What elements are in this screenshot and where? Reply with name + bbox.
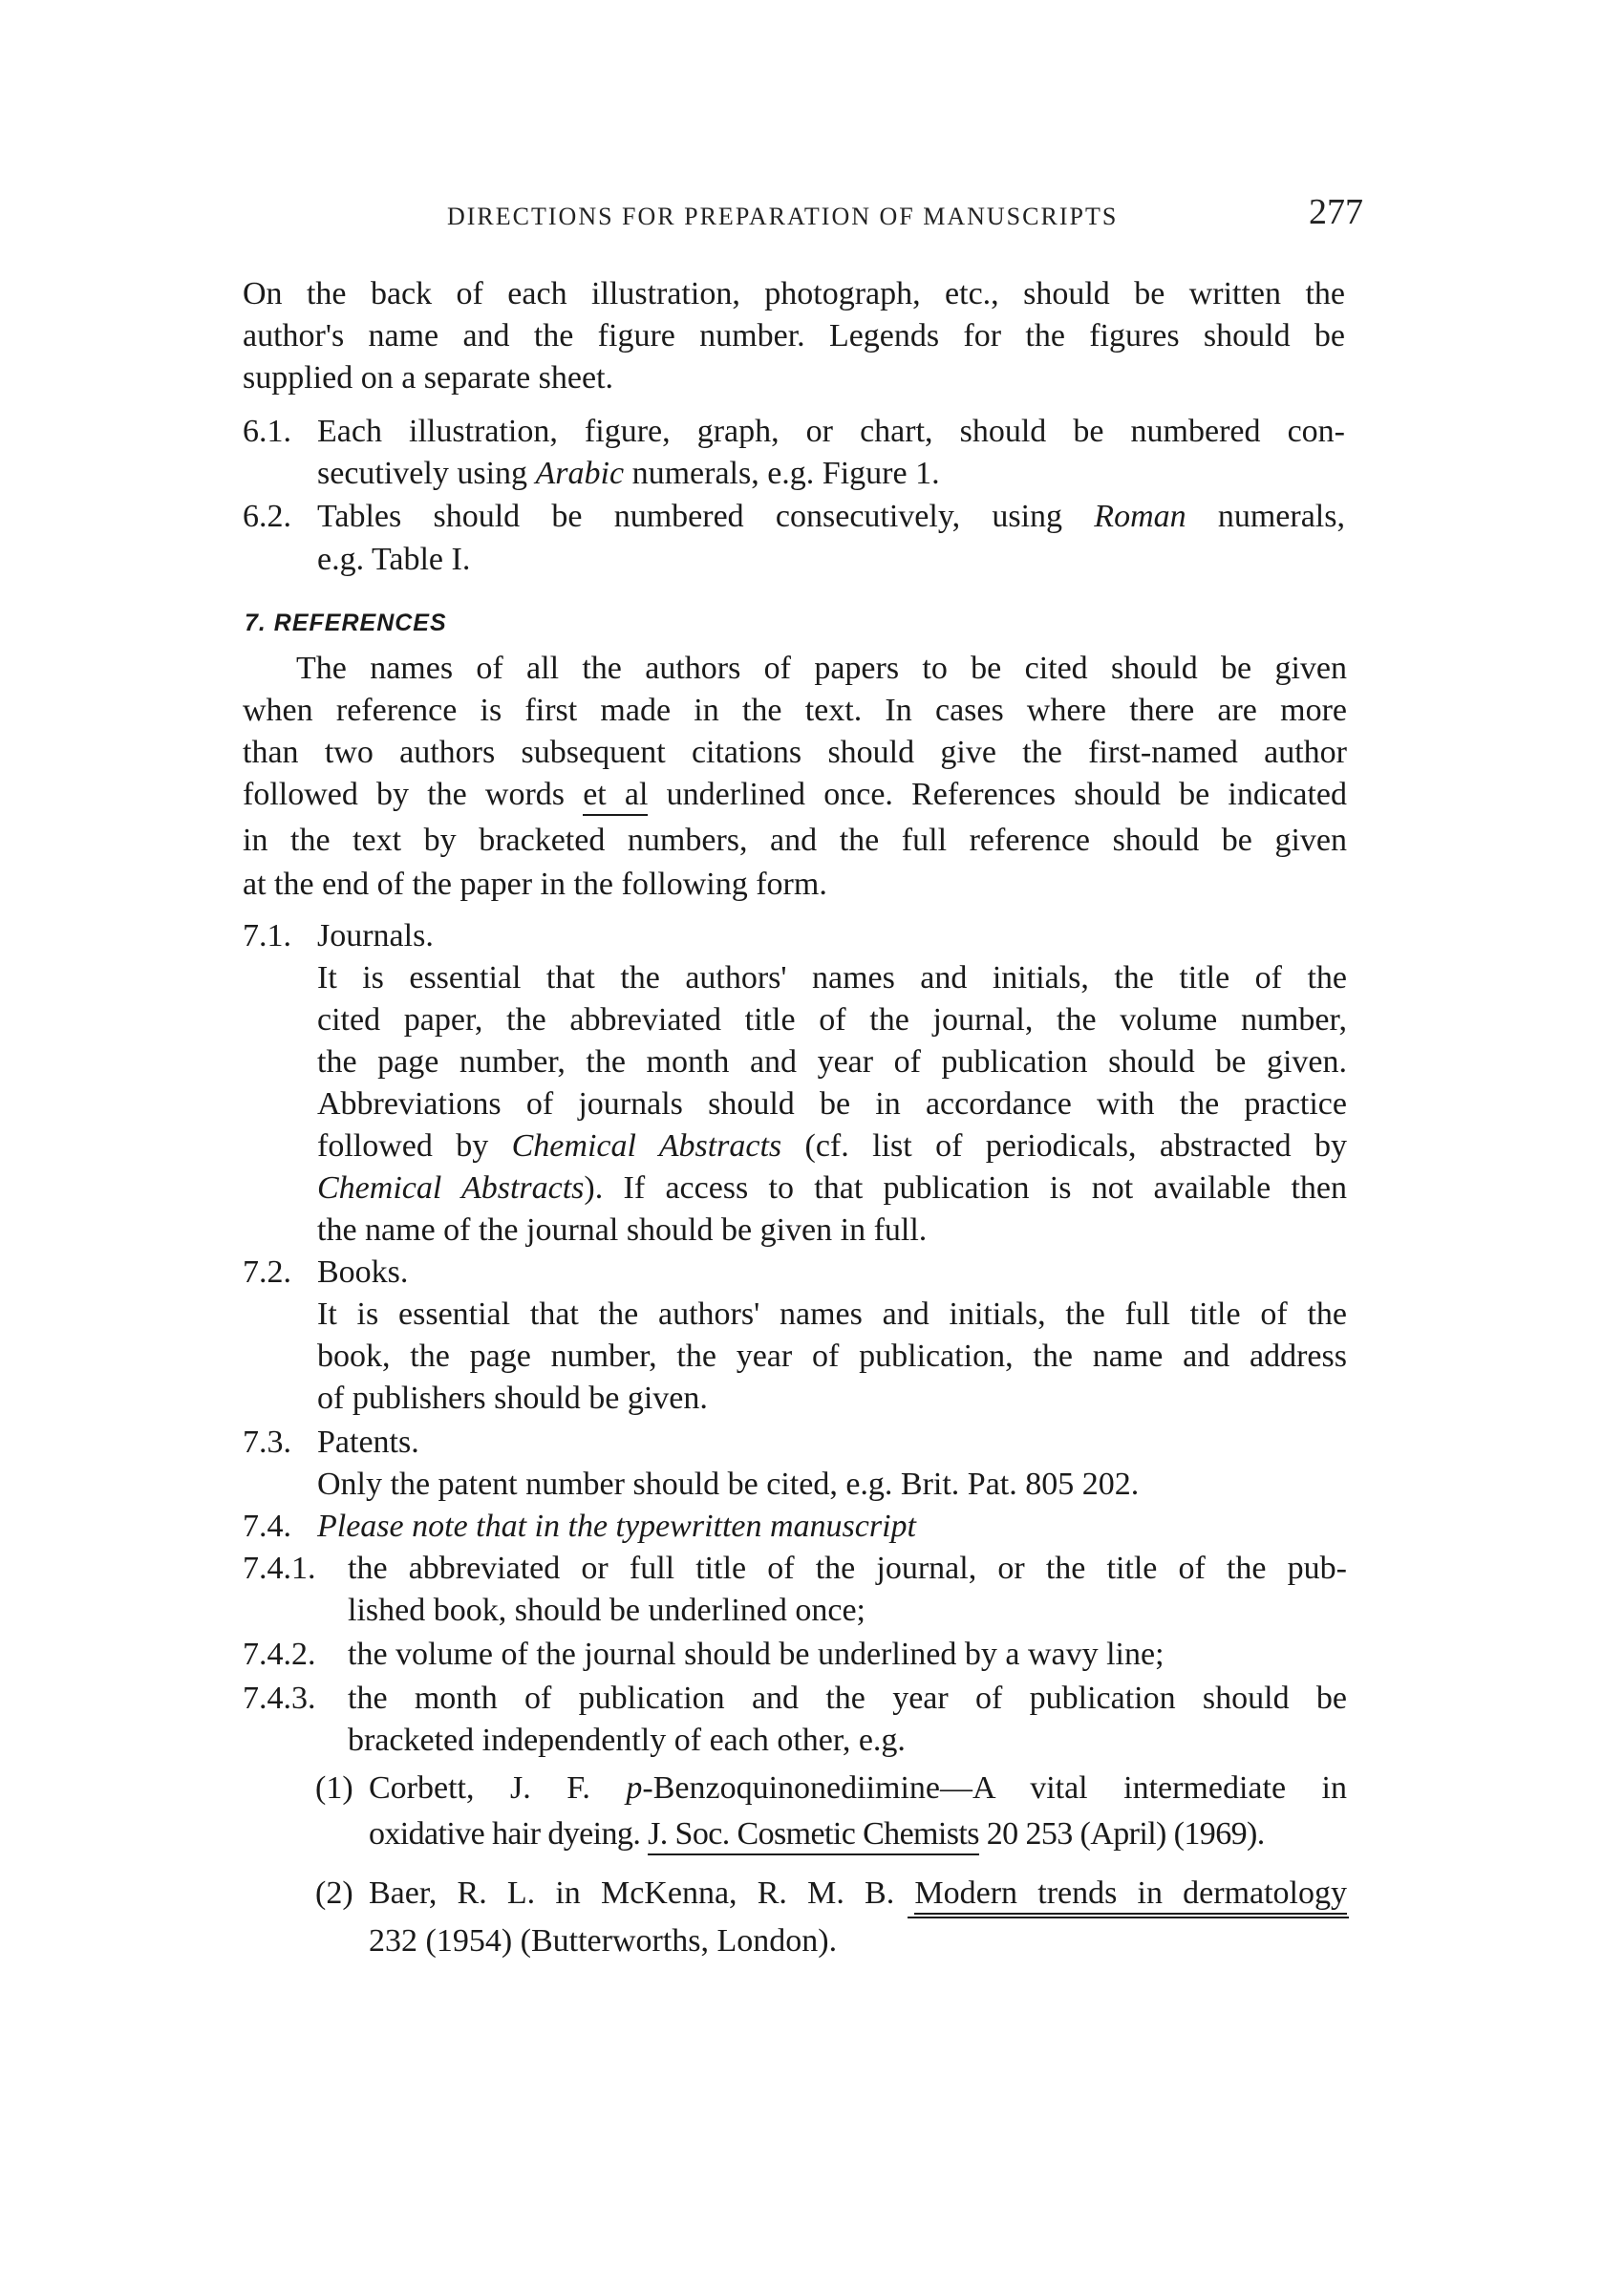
underlined-et-al: et al — [583, 777, 648, 816]
section-7-heading: 7. REFERENCES — [245, 610, 447, 636]
section-7-3-title: Patents. — [317, 1425, 419, 1460]
underlined-journal-title: J. Soc. Cosmetic Chemists — [648, 1816, 979, 1855]
references-para-line-3: than two authors subsequent citations should give the first-named author — [243, 735, 1347, 770]
section-7-1-line-1: It is essential that the authors' names and initials, the title of the — [317, 960, 1347, 996]
emphasis-arabic: Arabic — [535, 456, 625, 491]
intro-line-2: author's name and the figure number. Legends for the figures should be — [243, 318, 1345, 354]
section-7-2-line-2: book, the page number, the year of publication, the name and address — [317, 1339, 1347, 1374]
section-7-3-number: 7.3. — [243, 1425, 291, 1460]
section-7-1-line-7: the name of the journal should be given in full. — [317, 1212, 928, 1248]
section-7-4-2-line-1: the volume of the journal should be underlined by a wavy line; — [348, 1637, 1165, 1672]
section-7-2-line-3: of publishers should be given. — [317, 1381, 708, 1416]
underlined-book-title: Modern trends in dermatology — [914, 1875, 1347, 1915]
section-7-4-number: 7.4. — [243, 1509, 291, 1544]
example-1-number: (1) — [315, 1770, 353, 1806]
references-para-line-6: at the end of the paper in the following form. — [243, 867, 827, 902]
section-7-1-number: 7.1. — [243, 918, 291, 953]
intro-line-1: On the back of each illustration, photograph, etc., should be written the — [243, 276, 1345, 311]
running-title: DIRECTIONS FOR PREPARATION OF MANUSCRIPTS — [447, 203, 1119, 230]
section-7-1-line-3: the page number, the month and year of publication should be given. — [317, 1044, 1347, 1080]
section-7-3-line-1: Only the patent number should be cited, e.g. Brit. Pat. 805 202. — [317, 1467, 1140, 1502]
section-7-2-title: Books. — [317, 1254, 409, 1290]
section-6-1-line-1: Each illustration, figure, graph, or chart, should be numbered con- — [317, 414, 1345, 449]
section-6-1-line-2: secutively using Arabic numerals, e.g. Figure 1. — [317, 456, 940, 491]
example-2-line-1: Baer, R. L. in McKenna, R. M. B. Modern trends in dermatology — [369, 1875, 1347, 1912]
section-7-1-line-5: followed by Chemical Abstracts (cf. list of periodicals, abstracted by — [317, 1128, 1348, 1164]
example-2-line-2: 232 (1954) (Butterworths, London). — [369, 1923, 838, 1959]
references-para-line-5: in the text by bracketed numbers, and the full reference should be given — [243, 823, 1347, 858]
underline-continuation-rule — [908, 1917, 1349, 1918]
section-7-4-1-line-2: lished book, should be underlined once; — [348, 1593, 866, 1628]
example-1-line-2: oxidative hair dyeing. J. Soc. Cosmetic Chemists 20 253 (April) (1969). — [369, 1815, 1265, 1853]
section-6-2-line-2: e.g. Table I. — [317, 542, 471, 577]
emphasis-chemical-abstracts-2: Chemical Abstracts — [317, 1170, 585, 1206]
section-6-2-line-1: Tables should be numbered consecutively, using Roman numerals, — [317, 499, 1345, 534]
section-7-4-3-line-2: bracketed independently of each other, e.g. — [348, 1723, 906, 1758]
section-7-4-3-number: 7.4.3. — [243, 1681, 316, 1716]
intro-line-3: supplied on a separate sheet. — [243, 360, 614, 396]
section-6-2-number: 6.2. — [243, 499, 291, 534]
section-7-4-3-line-1: the month of publication and the year of publication should be — [348, 1681, 1347, 1716]
emphasis-p: p — [626, 1770, 643, 1806]
references-para-line-2: when reference is first made in the text. In cases where there are more — [243, 693, 1347, 728]
references-para-line-1: The names of all the authors of papers to be cited should be given — [296, 651, 1347, 686]
section-7-2-line-1: It is essential that the authors' names and initials, the full title of the — [317, 1296, 1347, 1332]
section-7-4-2-number: 7.4.2. — [243, 1637, 316, 1672]
section-7-2-number: 7.2. — [243, 1254, 291, 1290]
section-7-4-1-line-1: the abbreviated or full title of the journal, or the title of the pub- — [348, 1551, 1347, 1586]
example-2-number: (2) — [315, 1875, 353, 1911]
section-7-1-line-2: cited paper, the abbreviated title of the journal, the volume number, — [317, 1002, 1347, 1038]
section-6-1-number: 6.1. — [243, 414, 291, 449]
emphasis-chemical-abstracts: Chemical Abstracts — [511, 1128, 782, 1164]
page-number: 277 — [1309, 192, 1363, 232]
section-7-4-1-number: 7.4.1. — [243, 1551, 316, 1586]
references-para-line-4: followed by the words et al underlined once. References should be indicated — [243, 776, 1347, 813]
section-7-1-title: Journals. — [317, 918, 434, 953]
example-1-line-1: Corbett, J. F. p-Benzoquinonediimine—A vital intermediate in — [369, 1770, 1347, 1806]
section-7-4-title: Please note that in the typewritten manuscript — [317, 1509, 917, 1544]
emphasis-roman: Roman — [1094, 499, 1186, 534]
section-7-1-line-4: Abbreviations of journals should be in accordance with the practice — [317, 1086, 1347, 1122]
section-7-1-line-6: Chemical Abstracts). If access to that publication is not available then — [317, 1170, 1347, 1206]
